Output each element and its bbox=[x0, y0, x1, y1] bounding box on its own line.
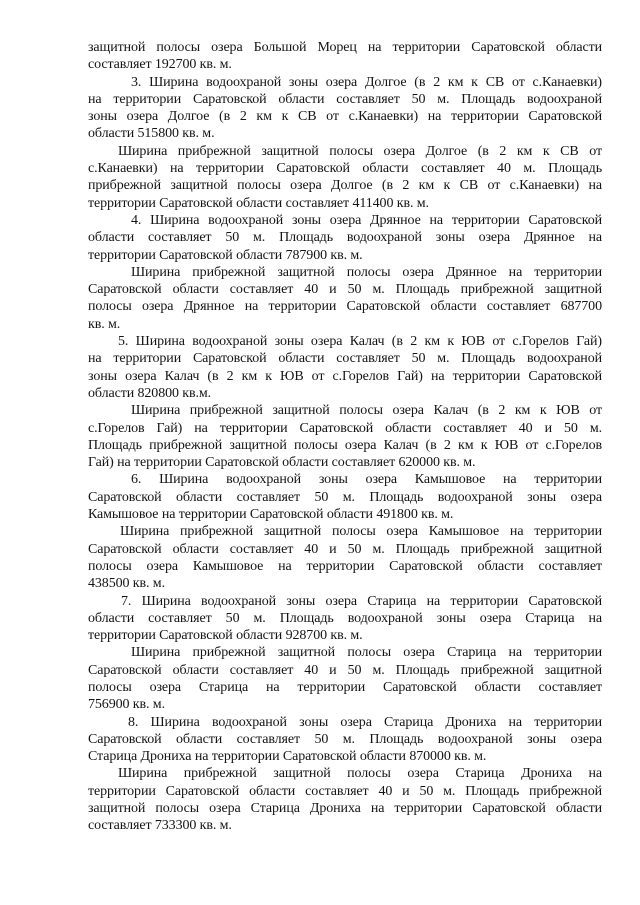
text-line: области составляет 50 м. Площадь водоохраной зоны озера Дрянное на bbox=[88, 230, 602, 246]
text-line: Старица Дрониха на территории Саратовской области 870000 кв. м. bbox=[88, 749, 487, 765]
text-line: на территории Саратовской области составляет 50 м. Площадь водоохраной bbox=[88, 351, 602, 367]
text-line: области составляет 50 м. Площадь водоохраной зоны озера Старица на bbox=[88, 610, 602, 626]
text-line: территории Саратовской области 928700 кв. м. bbox=[88, 628, 363, 644]
text-line: кв. м. bbox=[88, 316, 121, 332]
text-line: зоны озера Калач (в 2 км к ЮВ от с.Горелов Гай) на территории Саратовской bbox=[88, 368, 602, 384]
text-line: Ширина прибрежной защитной полосы озера Калач (в 2 км к ЮВ от bbox=[131, 403, 602, 419]
paragraph-item-6-zone bbox=[88, 471, 602, 523]
text-line: 438500 кв. м. bbox=[88, 576, 165, 592]
paragraph-item-8-zone bbox=[88, 714, 602, 766]
text-line: 4. Ширина водоохраной зоны озера Дрянное на территории Саратовской bbox=[131, 212, 602, 228]
text-line: с.Канаевки) на территории Саратовской области составляет 40 м. Площадь bbox=[88, 161, 602, 177]
text-line: 5. Ширина водоохраной зоны озера Калач (в 2 км к ЮВ от с.Горелов Гай) bbox=[118, 334, 602, 350]
text-line: полосы озера Камышовое на территории Саратовской области составляет bbox=[88, 558, 602, 574]
text-line: полосы озера Дрянное на территории Саратовской области составляет 687700 bbox=[88, 299, 602, 315]
text-line: 3. Ширина водоохраной зоны озера Долгое (в 2 км к СВ от с.Канаевки) bbox=[131, 74, 602, 90]
text-line: защитной полосы озера Большой Морец на территории Саратовской области bbox=[88, 40, 602, 55]
paragraph-item-3-zone bbox=[88, 74, 602, 143]
text-line: 7. Ширина водоохраной зоны озера Старица на территории Саратовской bbox=[121, 593, 602, 609]
paragraph-item-3-strip bbox=[88, 143, 602, 212]
text-line: Ширина прибрежной защитной полосы озера Старица Дрониха на bbox=[118, 766, 602, 782]
text-line: территории Саратовской области составляет 411400 кв. м. bbox=[88, 195, 429, 211]
text-line: Площадь прибрежной защитной полосы озера Калач (в 2 км к ЮВ от с.Горелов bbox=[88, 437, 602, 453]
paragraph-item-5-strip bbox=[88, 402, 602, 471]
text-line: зоны озера Долгое (в 2 км к СВ от с.Канаевки) на территории Саратовской bbox=[88, 109, 602, 125]
text-line: Ширина прибрежной защитной полосы озера Долгое (в 2 км к СВ от bbox=[118, 143, 602, 159]
paragraph-continuation bbox=[88, 39, 602, 74]
paragraph-item-4-zone bbox=[88, 212, 602, 264]
text-line: составляет 733300 кв. м. bbox=[88, 818, 232, 834]
text-line: составляет 192700 кв. м. bbox=[88, 57, 232, 73]
text-line: защитной полосы озера Старица Дрониха на территории Саратовской области bbox=[88, 801, 602, 817]
text-line: Саратовской области составляет 50 м. Площадь водоохраной зоны озера bbox=[88, 489, 602, 505]
text-line: 6. Ширина водоохраной зоны озера Камышовое на территории bbox=[131, 472, 602, 488]
paragraph-item-7-zone bbox=[88, 593, 602, 645]
text-line: Ширина прибрежной защитной полосы озера Камышовое на территории bbox=[120, 524, 602, 540]
text-line: области 515800 кв. м. bbox=[88, 126, 215, 142]
text-line: 756900 кв. м. bbox=[88, 697, 165, 713]
text-line: на территории Саратовской области составляет 50 м. Площадь водоохраной bbox=[88, 91, 602, 107]
document-page bbox=[88, 39, 602, 835]
text-line: Саратовской области составляет 40 и 50 м. Площадь прибрежной защитной bbox=[88, 282, 602, 298]
text-line: территории Саратовской области 787900 кв. м. bbox=[88, 247, 363, 263]
text-line: полосы озера Старица на территории Саратовской области составляет bbox=[88, 679, 602, 695]
text-line: Ширина прибрежной защитной полосы озера Дрянное на территории bbox=[131, 264, 602, 280]
paragraph-item-7-strip bbox=[88, 644, 602, 713]
text-line: Саратовской области составляет 40 и 50 м. Площадь прибрежной защитной bbox=[88, 662, 602, 678]
text-line: Гай) на территории Саратовской области составляет 620000 кв. м. bbox=[88, 455, 476, 471]
paragraph-item-6-strip bbox=[88, 523, 602, 592]
paragraph-item-5-zone bbox=[88, 333, 602, 402]
text-line: Камышовое на территории Саратовской области 491800 кв. м. bbox=[88, 507, 454, 523]
text-line: с.Горелов Гай) на территории Саратовской области составляет 40 и 50 м. bbox=[88, 420, 602, 436]
text-line: Саратовской области составляет 50 м. Площадь водоохраной зоны озера bbox=[88, 731, 602, 747]
paragraph-item-8-strip bbox=[88, 765, 602, 834]
text-line: территории Саратовской области составляет 40 и 50 м. Площадь прибрежной bbox=[88, 783, 602, 799]
text-line: 8. Ширина водоохраной зоны озера Старица Дрониха на территории bbox=[128, 714, 602, 730]
text-line: прибрежной защитной полосы озера Долгое (в 2 км к СВ от с.Канаевки) на bbox=[88, 178, 602, 194]
text-line: области 820800 кв.м. bbox=[88, 385, 212, 401]
paragraph-item-4-strip bbox=[88, 264, 602, 333]
text-line: Ширина прибрежной защитной полосы озера Старица на территории bbox=[131, 645, 602, 661]
text-line: Саратовской области составляет 40 и 50 м. Площадь прибрежной защитной bbox=[88, 541, 602, 557]
